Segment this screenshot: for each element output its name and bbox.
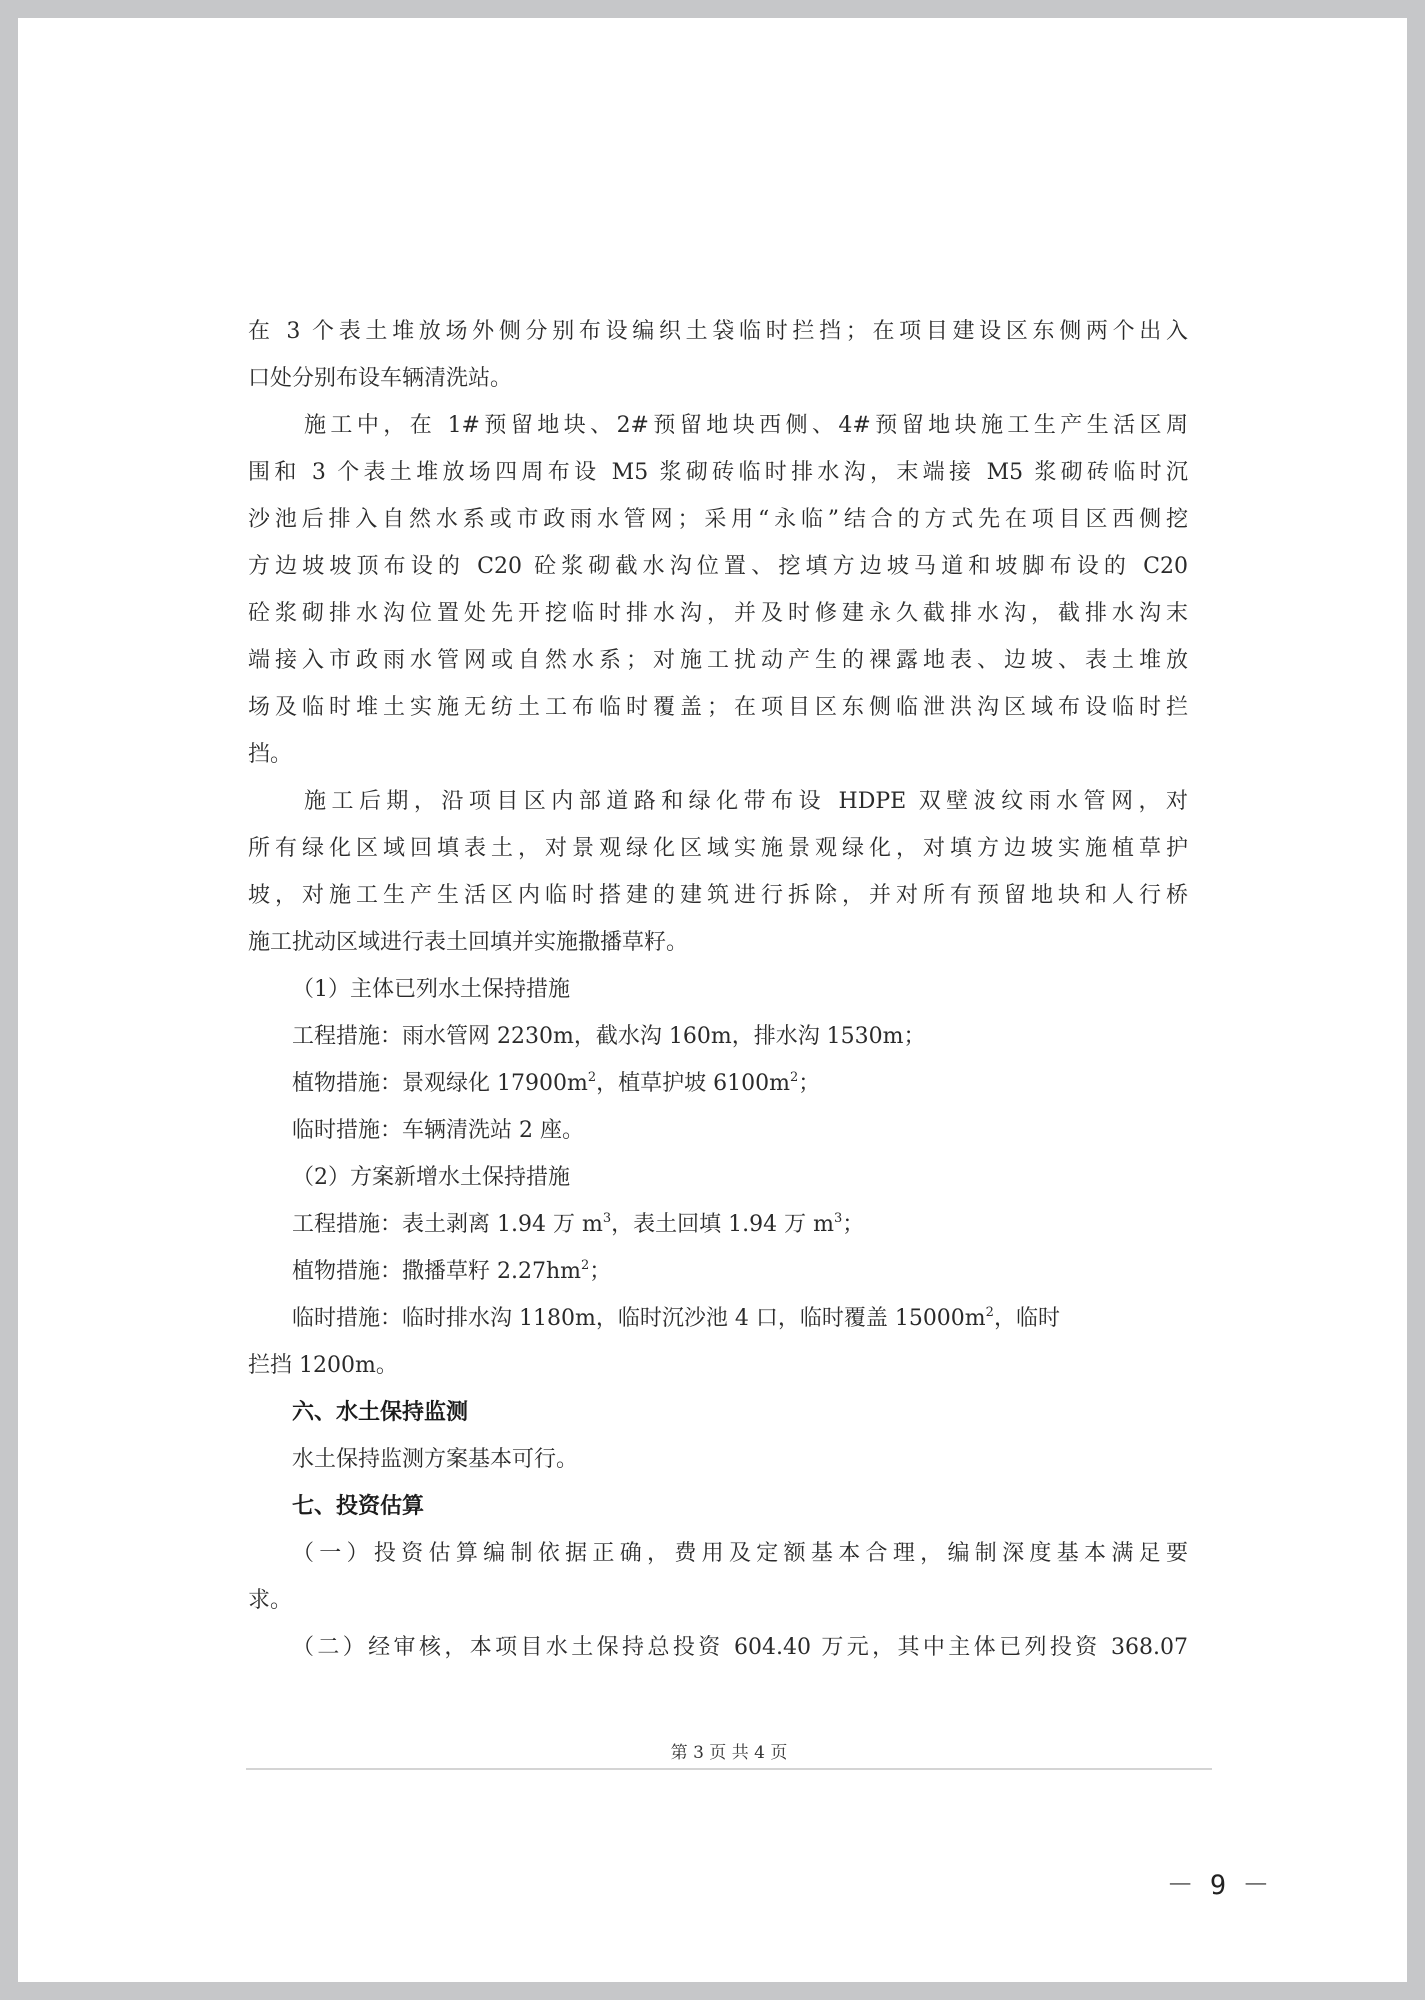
footer-divider [246,1768,1212,1770]
text-line: 施工中，在 1#预留地块、2#预留地块西侧、4#预留地块施工生产生活区周 [304,413,1188,438]
section-heading-monitoring: 六、水土保持监测 [292,1399,469,1425]
superscript: 2 [985,1305,994,1320]
superscript: 2 [581,1258,590,1273]
text-line: （一）投资估算编制依据正确，费用及定额基本合理，编制深度基本满足要 [292,1541,1188,1566]
text-line: 所有绿化区域回填表土，对景观绿化区域实施景观绿化，对填方边坡实施植草护 [248,836,1188,861]
text-line: 施工后期，沿项目区内部道路和绿化带布设 HDPE 双壁波纹雨水管网，对 [304,789,1188,814]
text-line: 植物措施：景观绿化 $17900m^2$，植草护坡 $6100m^2$； [292,1070,821,1096]
text-line: 方边坡坡顶布设的 C20 砼浆砌截水沟位置、挖填方边坡马道和坡脚布设的 C20 [248,554,1188,579]
text-line: 求。 [248,1588,293,1613]
superscript: 2 [789,1070,799,1085]
text-line: 砼浆砌排水沟位置处先开挖临时排水沟，并及时修建永久截排水沟，截排水沟末 [248,601,1188,626]
text-line: 端接入市政雨水管网或自然水系；对施工扰动产生的裸露地表、边坡、表土堆放 [248,648,1188,673]
text-line: （二）经审核，本项目水土保持总投资 604.40 万元，其中主体已列投资 368.07 [292,1635,1188,1660]
document-page [18,18,1407,1982]
section-heading-new-measures: （2）方案新增水土保持措施 [292,1165,570,1190]
text-line: 临时措施：临时排水沟 1180m，临时沉沙池 4 口，临时覆盖 $15000m^2$，临时 [292,1305,1060,1331]
text-line: 场及临时堆土实施无纺土工布临时覆盖；在项目区东侧临泄洪沟区域布设临时拦 [248,695,1188,720]
text-line: 在 3 个表土堆放场外侧分别布设编织土袋临时拦挡；在项目建设区东侧两个出入 [248,319,1188,344]
text-line: 临时措施：车辆清洗站 2 座。 [292,1118,584,1143]
text-line: 挡。 [248,742,293,767]
text-line: 口处分别布设车辆清洗站。 [248,366,513,391]
superscript: 3 [602,1211,612,1226]
superscript: 3 [833,1211,843,1226]
page-footer: 第 3 页 共 4 页 [670,1743,788,1763]
text-line: 工程措施：表土剥离 1.94 万 $m^3$，表土回填 1.94 万 $m^3$； [292,1211,865,1237]
text-line: 水土保持监测方案基本可行。 [292,1447,579,1472]
text-line: 坡，对施工生产生活区内临时搭建的建筑进行拆除，并对所有预留地块和人行桥 [248,883,1188,908]
text-line: 沙池后排入自然水系或市政雨水管网；采用“永临”结合的方式先在项目区西侧挖 [248,507,1188,532]
text-line: 植物措施：撒播草籽 $2.27hm^2$； [292,1258,612,1284]
document-body [248,308,1188,1671]
text-line: 施工扰动区域进行表土回填并实施撒播草籽。 [248,930,689,955]
section-heading-investment: 七、投资估算 [292,1493,425,1519]
superscript: 2 [587,1070,597,1085]
text-line: 工程措施：雨水管网 2230m，截水沟 160m，排水沟 1530m； [292,1024,926,1049]
page-number: － 9 － [1166,1870,1270,1901]
text-line: 拦挡 1200m。 [248,1353,398,1378]
section-heading-main-measures: （1）主体已列水土保持措施 [292,977,570,1002]
text-line: 围和 3 个表土堆放场四周布设 M5 浆砌砖临时排水沟，末端接 M5 浆砌砖临时沉 [248,460,1188,485]
